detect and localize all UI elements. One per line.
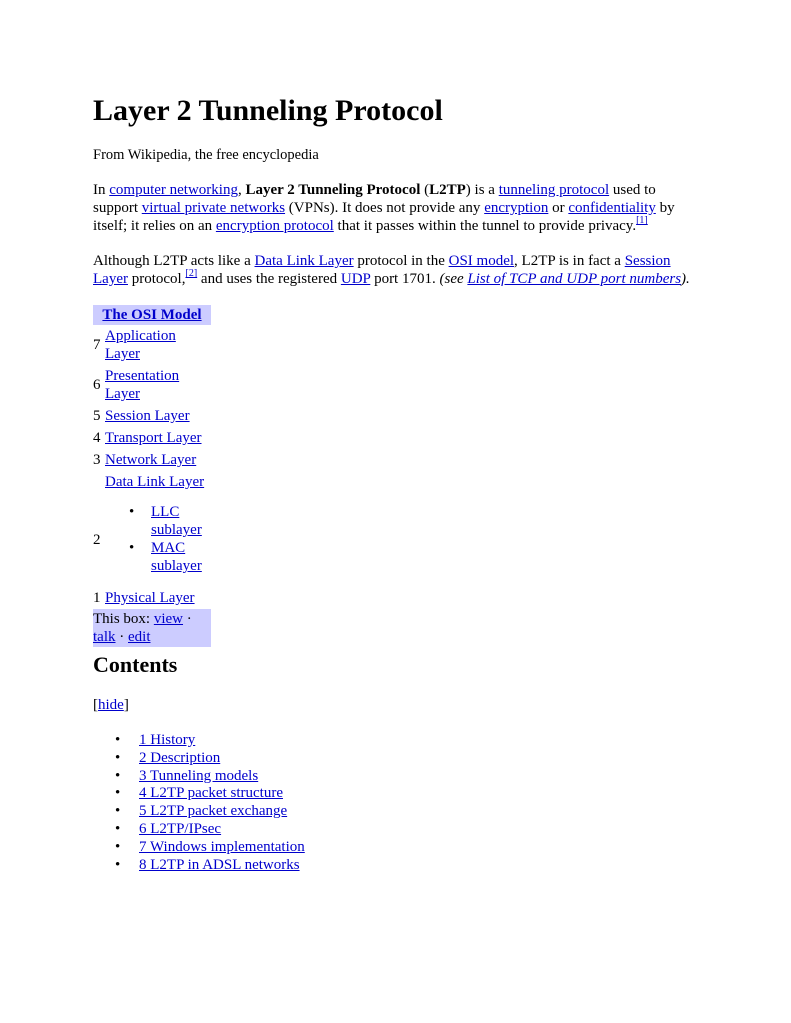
layer-link-presentation[interactable]: Presentation Layer <box>105 368 180 402</box>
text: ( <box>420 182 430 198</box>
layer-number: 7 <box>93 337 101 353</box>
layer-number: 6 <box>93 377 101 393</box>
layer-number: 1 <box>93 590 101 606</box>
osi-layer-row <box>93 325 211 365</box>
article <box>93 92 703 874</box>
text: (VPNs). It does not provide any <box>285 200 485 216</box>
layer-number: 2 <box>93 532 101 548</box>
list-item <box>151 503 211 539</box>
separator: · <box>183 611 192 627</box>
layer-number: 4 <box>93 430 101 446</box>
toc-link-tunneling-models[interactable]: 3 Tunneling models <box>139 767 259 784</box>
table-of-contents <box>93 732 703 874</box>
toc-toggle <box>93 696 703 714</box>
text: , <box>237 182 246 198</box>
link-encryption[interactable]: encryption <box>484 200 549 216</box>
link-data-link-layer[interactable]: Data Link Layer <box>254 253 354 269</box>
navbox-talk-link[interactable]: talk <box>93 629 116 645</box>
text: ) is a <box>465 182 499 198</box>
bold-abbrev: L2TP <box>429 182 466 198</box>
link-vpn[interactable]: virtual private networks <box>141 200 286 216</box>
toc-item <box>139 768 703 786</box>
text: that it passes within the tunnel to provide privacy. <box>333 218 637 234</box>
toc-item <box>139 732 703 750</box>
toc-item <box>139 750 703 768</box>
bracket: [ <box>93 697 98 713</box>
osi-model-navbox <box>93 305 211 647</box>
toc-item <box>139 839 703 857</box>
sublayer-link-mac[interactable]: MAC sublayer <box>151 540 202 574</box>
layer-link-transport[interactable]: Transport Layer <box>105 430 202 446</box>
link-udp[interactable]: UDP <box>340 271 371 287</box>
text: In <box>93 182 110 198</box>
navbox-view-link[interactable]: view <box>153 611 184 627</box>
toc-link-windows-implementation[interactable]: 7 Windows implementation <box>139 838 305 855</box>
reference-1[interactable]: [1] <box>636 215 648 226</box>
text: Although L2TP acts like a <box>93 253 255 269</box>
toc-link-packet-exchange[interactable]: 5 L2TP packet exchange <box>139 803 288 820</box>
layer-link-data-link[interactable]: Data Link Layer <box>105 474 205 490</box>
text: (see <box>439 271 468 287</box>
osi-layer-row <box>93 471 211 587</box>
link-encryption-protocol[interactable]: encryption protocol <box>215 218 334 234</box>
toc-item <box>139 821 703 839</box>
osi-model-title-link[interactable]: The OSI Model <box>102 307 202 323</box>
osi-layer-row <box>93 449 211 471</box>
link-port-numbers[interactable]: List of TCP and UDP port numbers <box>467 271 682 287</box>
osi-layer-row <box>93 587 211 609</box>
osi-paragraph <box>93 252 703 288</box>
link-session-layer[interactable]: Session Layer <box>93 253 671 287</box>
tagline: From Wikipedia, the free encyclopedia <box>93 147 319 163</box>
text: and uses the registered <box>197 271 341 287</box>
reference-2[interactable]: [2] <box>185 268 198 279</box>
layer-link-application[interactable]: Application Layer <box>105 328 176 362</box>
bold-term: Layer 2 Tunneling Protocol <box>245 182 421 198</box>
footer-label: This box: <box>93 611 154 627</box>
link-confidentiality[interactable]: confidentiality <box>568 200 656 216</box>
osi-layer-row <box>93 427 211 449</box>
navbox-footer <box>93 609 211 647</box>
link-computer-networking[interactable]: computer networking <box>109 182 238 198</box>
toc-item <box>139 803 703 821</box>
list-item <box>151 539 211 575</box>
navbox-header <box>93 305 211 325</box>
toc-link-l2tp-ipsec[interactable]: 6 L2TP/IPsec <box>139 820 222 837</box>
toc-link-adsl-networks[interactable]: 8 L2TP in ADSL networks <box>139 856 300 873</box>
text: port 1701. <box>370 271 440 287</box>
toc-link-history[interactable]: 1 History <box>139 732 196 748</box>
layer-link-physical[interactable]: Physical Layer <box>105 590 195 606</box>
toc-link-packet-structure[interactable]: 4 L2TP packet structure <box>139 785 283 802</box>
link-osi-model[interactable]: OSI model <box>448 253 515 269</box>
sublayer-link-llc[interactable]: LLC sublayer <box>151 504 202 538</box>
text: ). <box>681 271 690 287</box>
see-also-note <box>439 271 689 287</box>
hide-toc-link[interactable]: hide <box>98 697 124 713</box>
text: or <box>548 200 569 216</box>
layer-number: 3 <box>93 452 101 468</box>
navbox-edit-link[interactable]: edit <box>128 629 151 645</box>
osi-layer-row <box>93 365 211 405</box>
separator: · <box>115 629 128 645</box>
text: , L2TP is in fact a <box>514 253 625 269</box>
toc-item <box>139 857 703 875</box>
text: protocol in the <box>353 253 449 269</box>
text: protocol, <box>127 271 186 287</box>
intro-paragraph <box>93 181 703 235</box>
contents-heading: Contents <box>93 652 178 677</box>
osi-layer-row <box>93 405 211 427</box>
toc-link-description[interactable]: 2 Description <box>139 749 221 766</box>
layer-link-network[interactable]: Network Layer <box>105 452 197 468</box>
layer-link-session[interactable]: Session Layer <box>105 408 190 424</box>
text: used to support <box>93 182 656 216</box>
sublayer-list <box>105 503 211 575</box>
link-tunneling-protocol[interactable]: tunneling protocol <box>498 182 610 198</box>
layer-number: 5 <box>93 408 101 424</box>
bracket: ] <box>123 697 129 713</box>
text: by itself; it relies on an <box>93 200 675 234</box>
toc-item <box>139 785 703 803</box>
page-title: Layer 2 Tunneling Protocol <box>93 94 443 127</box>
